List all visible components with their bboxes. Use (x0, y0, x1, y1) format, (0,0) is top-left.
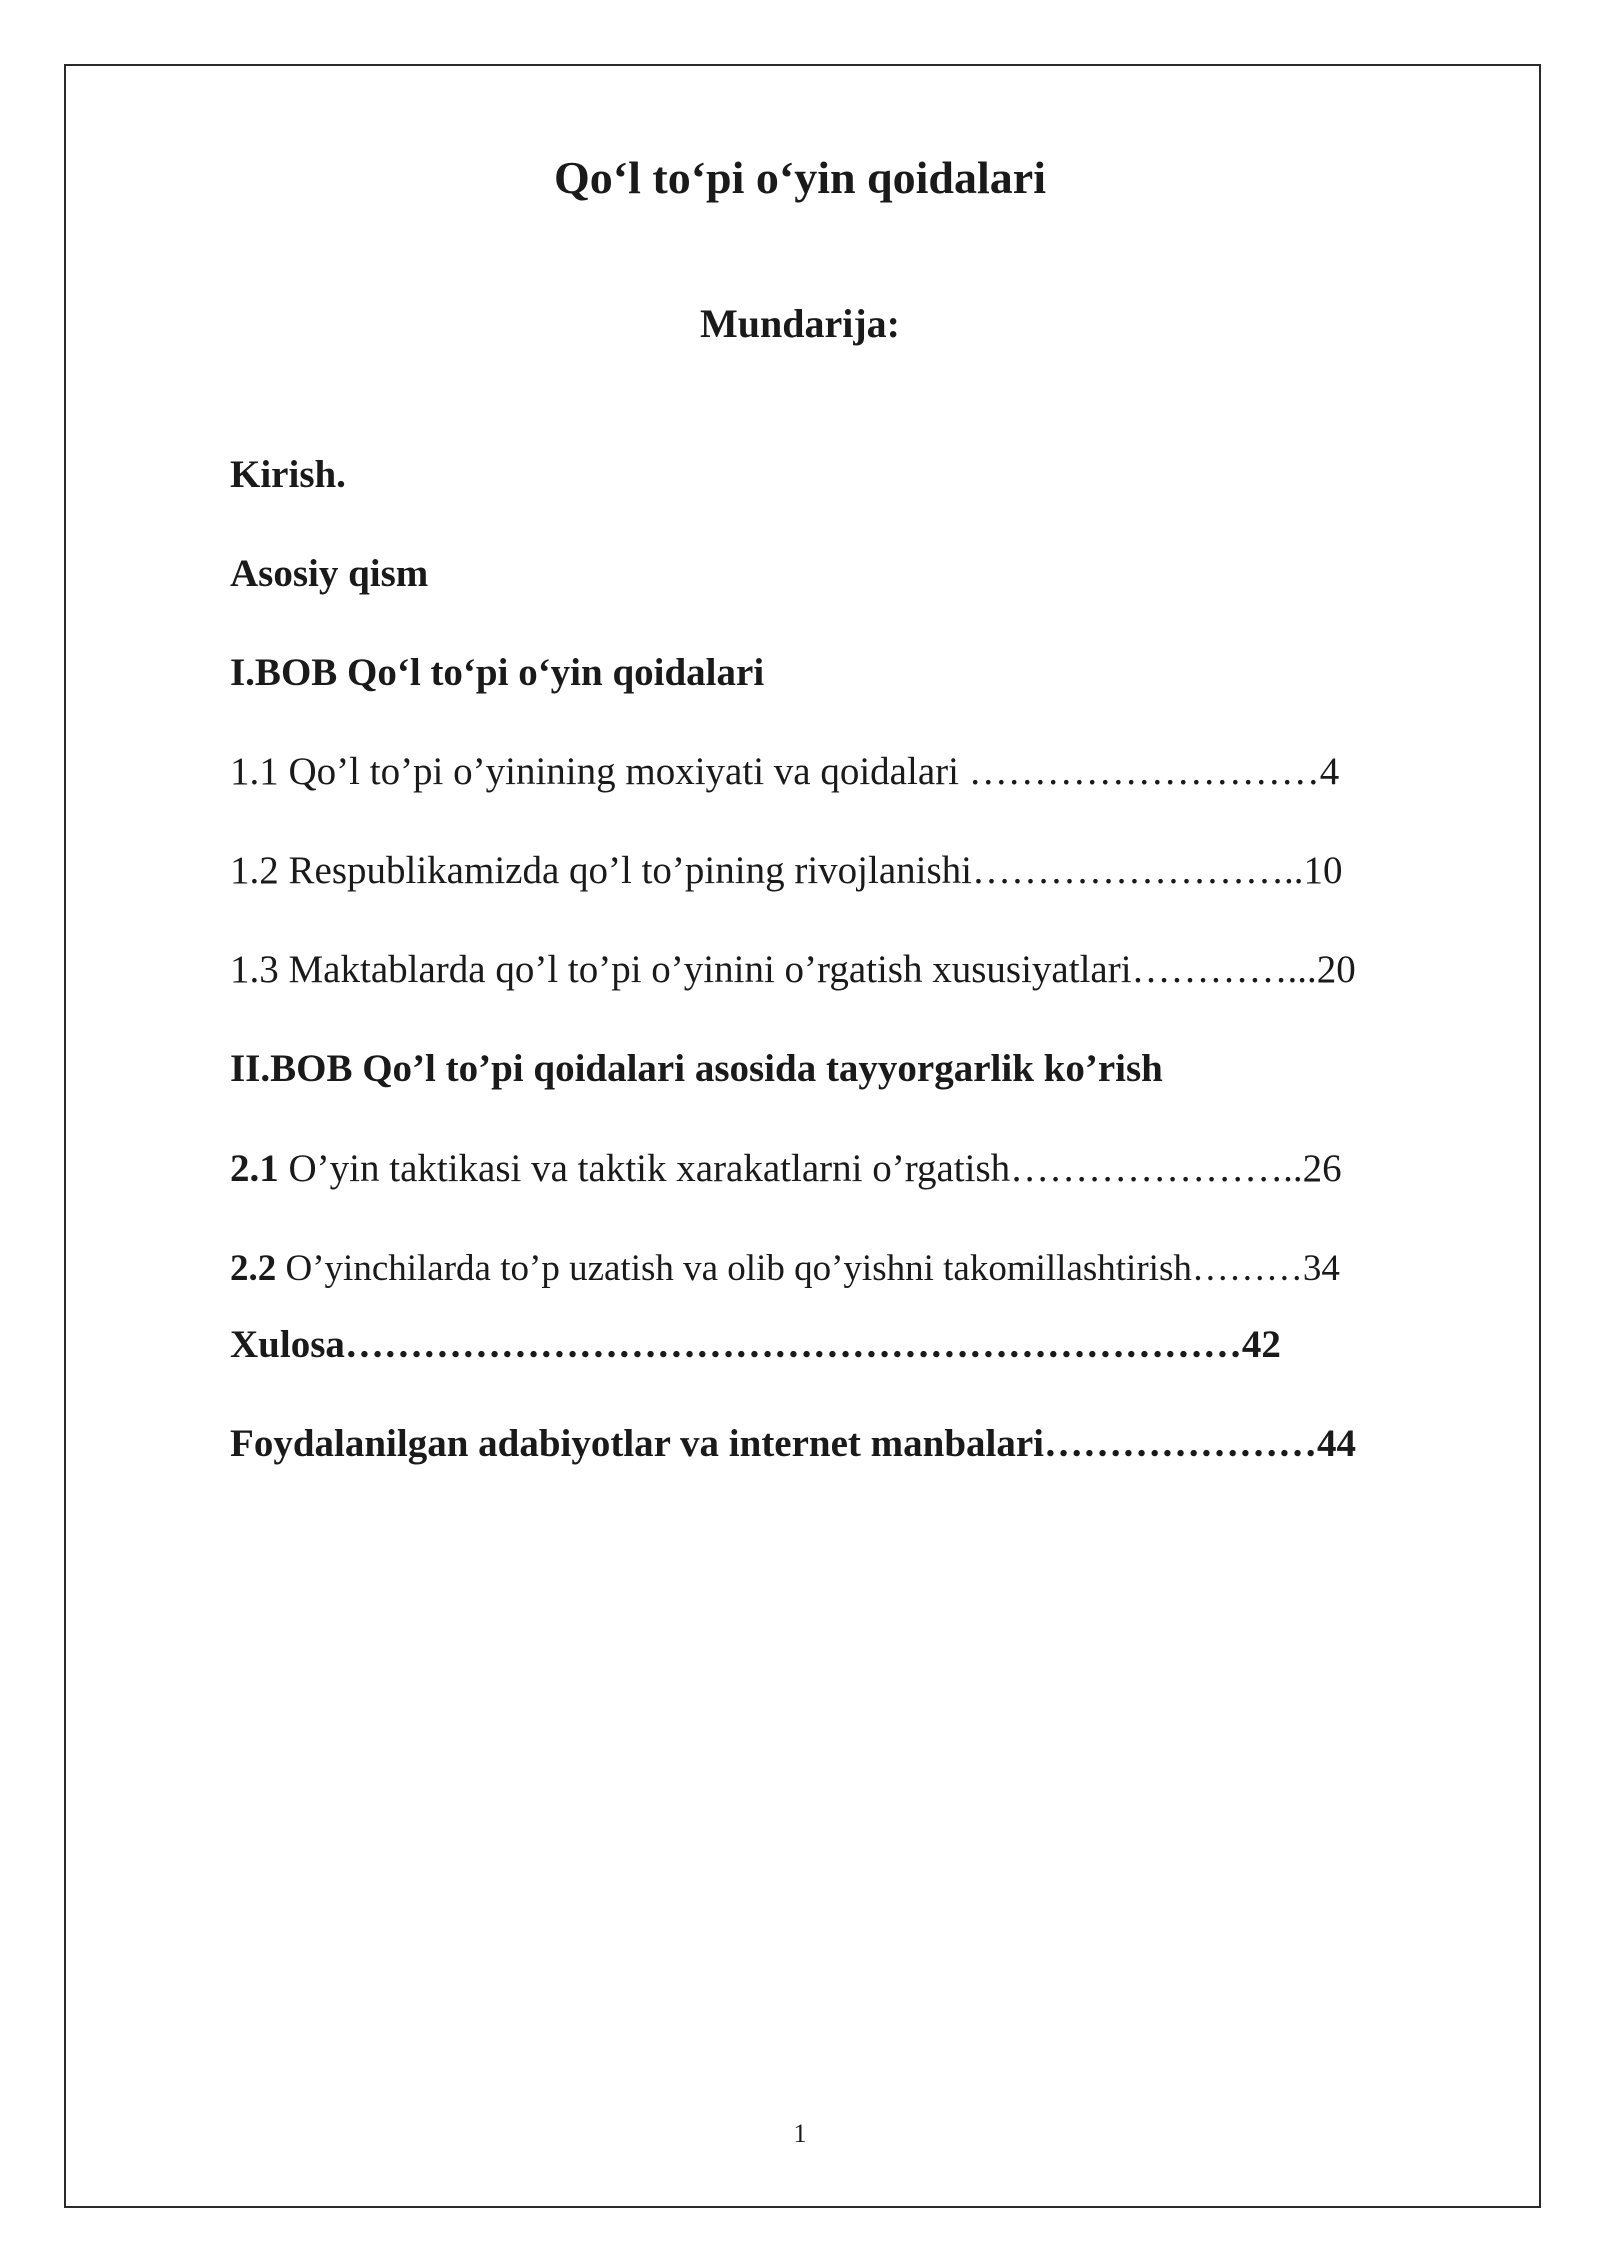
toc-entry-main-part: Asosiy qism (230, 552, 429, 595)
page-number: 1 (793, 2119, 807, 2148)
toc-entry-section-1-3: 1.3 Maktablarda qo’l to’pi o’yinini o’rgatish xususiyatlari…………...20 (230, 948, 1356, 991)
toc-entry-section-1-1: 1.1 Qo’l to’pi o’yinining moxiyati va qoidalari ………………………4 (230, 750, 1340, 793)
section-number: 2.2 (230, 1248, 277, 1289)
toc-entry-section-2-1 (230, 1146, 1342, 1193)
toc-entry-conclusion: Xulosa……………………………………………………………42 (230, 1323, 1281, 1366)
toc-entry-intro: Kirish. (230, 453, 346, 496)
section-title: O’yinchilarda to’p uzatish va olib qo’yishni takomillashtirish………34 (276, 1248, 1340, 1289)
toc-heading: Mundarija: (700, 301, 900, 346)
document-title: Qo‘l to‘pi o‘yin qoidalari (554, 152, 1046, 203)
page-border (64, 64, 1541, 2208)
toc-entry-section-2-2 (230, 1247, 1340, 1291)
toc-entry-chapter-1: I.BOB Qo‘l to‘pi o‘yin qoidalari (230, 651, 765, 694)
toc-entry-chapter-2: II.BOB Qo’l to’pi qoidalari asosida tayyorgarlik ko’rish (230, 1047, 1163, 1090)
section-title: O’yin taktikasi va taktik xarakatlarni o’rgatish…………………..26 (278, 1147, 1342, 1190)
toc-entry-section-1-2: 1.2 Respublikamizda qo’l to’pining rivojlanishi……………………..10 (230, 849, 1343, 892)
section-number: 2.1 (230, 1147, 279, 1190)
toc-entry-references: Foydalanilgan adabiyotlar va internet manbalari…………………44 (230, 1422, 1357, 1465)
